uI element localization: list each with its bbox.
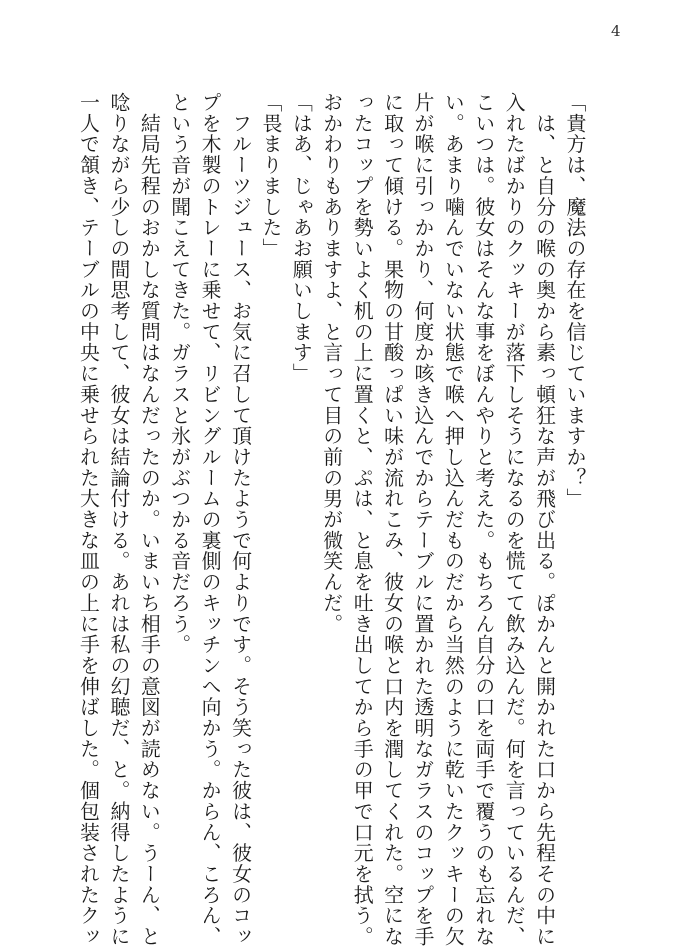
text-line: 「はあ、じゃあお願いします」	[289, 92, 313, 384]
text-line: ったコップを勢いよく机の上に置くと、ぷは、と息を吐き出してから手の甲で口元を拭う。	[350, 92, 374, 947]
text-line: に取って傾ける。果物の甘酸っぱい味が流れこみ、彼女の喉と口内を潤してくれた。空にな	[380, 92, 404, 947]
text-line: 結局先程のおかしな質問はなんだったのか。いまいち相手の意図が読めない。うーん、と	[137, 92, 161, 947]
text-line: プを木製のトレーに乗せて、リビングルームの裏側のキッチンへ向かう。からん、ころん、	[198, 92, 222, 947]
text-line: 唸りながら少しの間思考して、彼女は結論付ける。あれは私の幻聴だ、と。納得したように	[106, 92, 130, 947]
text-line: 「貴方は、魔法の存在を信じていますか？」	[563, 92, 586, 509]
body-text	[72, 92, 589, 947]
text-line: こいつは。彼女はそんな事をぼんやりと考えた。もちろん自分の口を両手で覆うのも忘れな	[471, 92, 495, 947]
text-line: 一人で頷き、テーブルの中央に乗せられた大きな皿の上に手を伸ばした。個包装されたクッ	[76, 92, 100, 947]
text-line: 入れたばかりのクッキーが落下しそうになるのを慌てて飲み込んだ。何を言っているんだ、	[502, 92, 526, 947]
text-line: フルーツジュース、お気に召して頂けたようで何よりです。そう笑った彼は、彼女のコッ	[228, 92, 252, 947]
page-number: 4	[611, 22, 621, 40]
text-line: 「畏まりました」	[258, 92, 282, 259]
text-line: おかわりもありますよ、と言って目の前の男が微笑んだ。	[319, 92, 343, 635]
text-line: 片が喉に引っかかり、何度か咳き込んでからテーブルに置かれた透明なガラスのコップを手	[410, 92, 434, 947]
text-line: は、と自分の喉の奥から素っ頓狂な声が飛び出る。ぽかんと開かれた口から先程その中に	[532, 92, 556, 947]
text-line: という音が聞こえてきた。ガラスと氷がぶつかる音だろう。	[167, 92, 191, 655]
text-line: い。あまり噛んでいない状態で喉へ押し込んだものだから当然のように乾いたクッキーの欠	[441, 92, 465, 947]
